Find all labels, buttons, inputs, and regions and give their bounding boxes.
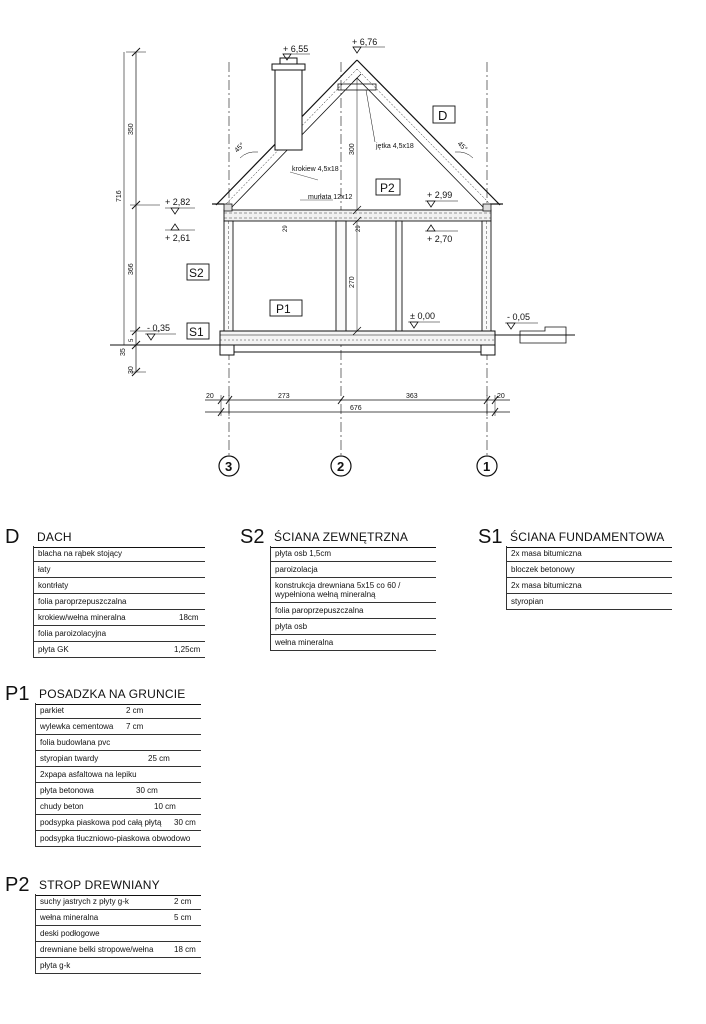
spec-row: folia paroprzepuszczalna xyxy=(270,603,436,619)
spec-row: folia budowlana pvc xyxy=(35,735,201,751)
spec-row: płyta betonowa 30 cm xyxy=(35,783,201,799)
spec-rows xyxy=(35,894,201,974)
elev-chimney-top: + 6,55 xyxy=(283,44,309,54)
elev-marker-ridge xyxy=(353,47,361,53)
axis-label-1: 1 xyxy=(483,459,491,474)
spec-rows xyxy=(35,703,201,847)
spec-row: płyta osb 1,5cm xyxy=(270,546,436,562)
spec-code: D xyxy=(5,526,20,548)
dim-span-right: 363 xyxy=(406,393,418,400)
spec-row: folia paroprzepuszczalna xyxy=(33,594,205,610)
tag-ceiling: P2 xyxy=(380,181,395,195)
spec-code: S2 xyxy=(240,526,265,548)
ceiling-slab xyxy=(224,210,491,221)
spec-row: podsypka piaskowa pod całą płytą 30 cm xyxy=(35,815,201,831)
spec-row: kontrłaty xyxy=(33,578,205,594)
wallplate-label: murłata 12x12 xyxy=(308,194,353,201)
spec-code: P1 xyxy=(5,683,30,705)
spec-row: płyta osb xyxy=(270,619,436,635)
spec-row: styropian xyxy=(506,594,672,610)
collar-leader xyxy=(366,90,375,142)
inner-wall-right xyxy=(396,221,402,331)
angle-right-label: 45° xyxy=(455,140,469,154)
elev-ceiling-low: + 2,70 xyxy=(427,234,453,244)
spec-rows xyxy=(506,546,672,610)
elev-eave-left: + 2,82 xyxy=(165,197,191,207)
elev-marker-ceiling xyxy=(427,201,435,207)
dim-foot-a: 35 xyxy=(120,348,127,356)
spec-row: płyta GK 1,25cm xyxy=(33,642,205,658)
dim-total-height: 716 xyxy=(116,190,123,202)
spec-row: blacha na rąbek stojący xyxy=(33,546,205,562)
elev-ridge: + 6,76 xyxy=(352,37,378,47)
tag-roof: D xyxy=(438,108,448,123)
spec-row: parkiet 2 cm xyxy=(35,703,201,719)
spec-row: krokiew/wełna mineralna 18cm xyxy=(33,610,205,626)
spec-title: POSADZKA NA GRUNCIE xyxy=(35,684,201,705)
spec-row: styropian twardy 25 cm xyxy=(35,751,201,767)
tag-wall: S2 xyxy=(189,266,204,280)
floor-slab xyxy=(220,331,495,345)
elev-marker-ceiling-low xyxy=(427,225,435,231)
spec-rows xyxy=(33,546,205,658)
spec-title: DACH xyxy=(33,527,205,548)
spec-row: konstrukcja drewniana 5x15 co 60 / wypełniona wełną mineralną xyxy=(270,578,436,603)
elev-marker-eave-low xyxy=(171,224,179,230)
spec-row: bloczek betonowy xyxy=(506,562,672,578)
rafter-label: krokiew 4,5x18 xyxy=(292,166,339,173)
foundation-right xyxy=(481,345,495,355)
spec-code: P2 xyxy=(5,874,30,896)
spec-row: 2xpapa asfaltowa na lepiku xyxy=(35,767,201,783)
spec-row: deski podłogowe xyxy=(35,926,201,942)
dim-lower-height: 366 xyxy=(128,263,135,275)
dim-attic-height: 300 xyxy=(349,143,356,155)
wallplate-right xyxy=(483,204,491,211)
dim-joist-right: 29 xyxy=(356,225,362,232)
elev-eave-left-low: + 2,61 xyxy=(165,233,191,243)
spec-row: suchy jastrych z płyty g-k 2 cm xyxy=(35,894,201,910)
angle-left-label: 45° xyxy=(233,141,247,155)
spec-row: wełna mineralna 5 cm xyxy=(35,910,201,926)
spec-row: paroizolacja xyxy=(270,562,436,578)
dim-span-left: 273 xyxy=(278,393,290,400)
tag-foundation: S1 xyxy=(189,325,204,339)
dim-upper-height: 350 xyxy=(128,123,135,135)
elev-floor: ± 0,00 xyxy=(410,311,435,321)
spec-row: podsypka tłuczniowo-piaskowa obwodowo xyxy=(35,831,201,847)
chimney xyxy=(275,70,302,150)
elev-ground-right: - 0,05 xyxy=(507,312,531,322)
chimney-cap xyxy=(272,64,305,70)
spec-row: drewniane belki stropowe/wełna 18 cm xyxy=(35,942,201,958)
foundation-left xyxy=(220,345,234,355)
cross-section-drawing xyxy=(0,0,706,500)
elev-marker-ground-left xyxy=(147,334,155,340)
spec-row: łaty xyxy=(33,562,205,578)
inner-wall-middle xyxy=(336,221,346,331)
spec-title: ŚCIANA ZEWNĘTRZNA xyxy=(270,527,436,548)
dim-joist-left: 29 xyxy=(283,225,289,232)
spec-title: STROP DREWNIANY xyxy=(35,875,201,896)
spec-title: ŚCIANA FUNDAMENTOWA xyxy=(506,527,672,548)
axis-label-2: 2 xyxy=(337,459,345,474)
elev-marker-ground-right xyxy=(507,323,515,329)
spec-row: płyta g-k xyxy=(35,958,201,974)
elev-ceiling: + 2,99 xyxy=(427,190,453,200)
elev-ground-left: - 0,35 xyxy=(147,323,171,333)
spec-rows xyxy=(270,546,436,651)
roof-mid-right xyxy=(357,69,492,206)
wallplate-left xyxy=(224,204,232,211)
spec-row: wełna mineralna xyxy=(270,635,436,651)
roof-outer-right xyxy=(357,60,500,205)
spec-code: S1 xyxy=(478,526,503,548)
spec-row: chudy beton 10 cm xyxy=(35,799,201,815)
dim-foot-b: 30 xyxy=(128,366,135,374)
dim-left-wall: 20 xyxy=(206,393,214,400)
dim-room-height: 270 xyxy=(349,276,356,288)
spec-row: folia paroizolacyjna xyxy=(33,626,205,642)
elev-marker-floor xyxy=(410,322,418,328)
axis-label-3: 3 xyxy=(225,459,233,474)
spec-row: wylewka cementowa 7 cm xyxy=(35,719,201,735)
collar-label: jętka 4,5x18 xyxy=(376,143,414,150)
spec-row: 2x masa bitumiczna xyxy=(506,546,672,562)
dim-total-width: 676 xyxy=(350,405,362,412)
chimney-pot xyxy=(280,58,297,64)
elev-marker-eave xyxy=(171,208,179,214)
spec-row: 2x masa bitumiczna xyxy=(506,578,672,594)
tag-floor: P1 xyxy=(276,302,291,316)
dim-foot-c: 5 xyxy=(129,338,135,342)
dim-right-wall: 20 xyxy=(497,393,505,400)
